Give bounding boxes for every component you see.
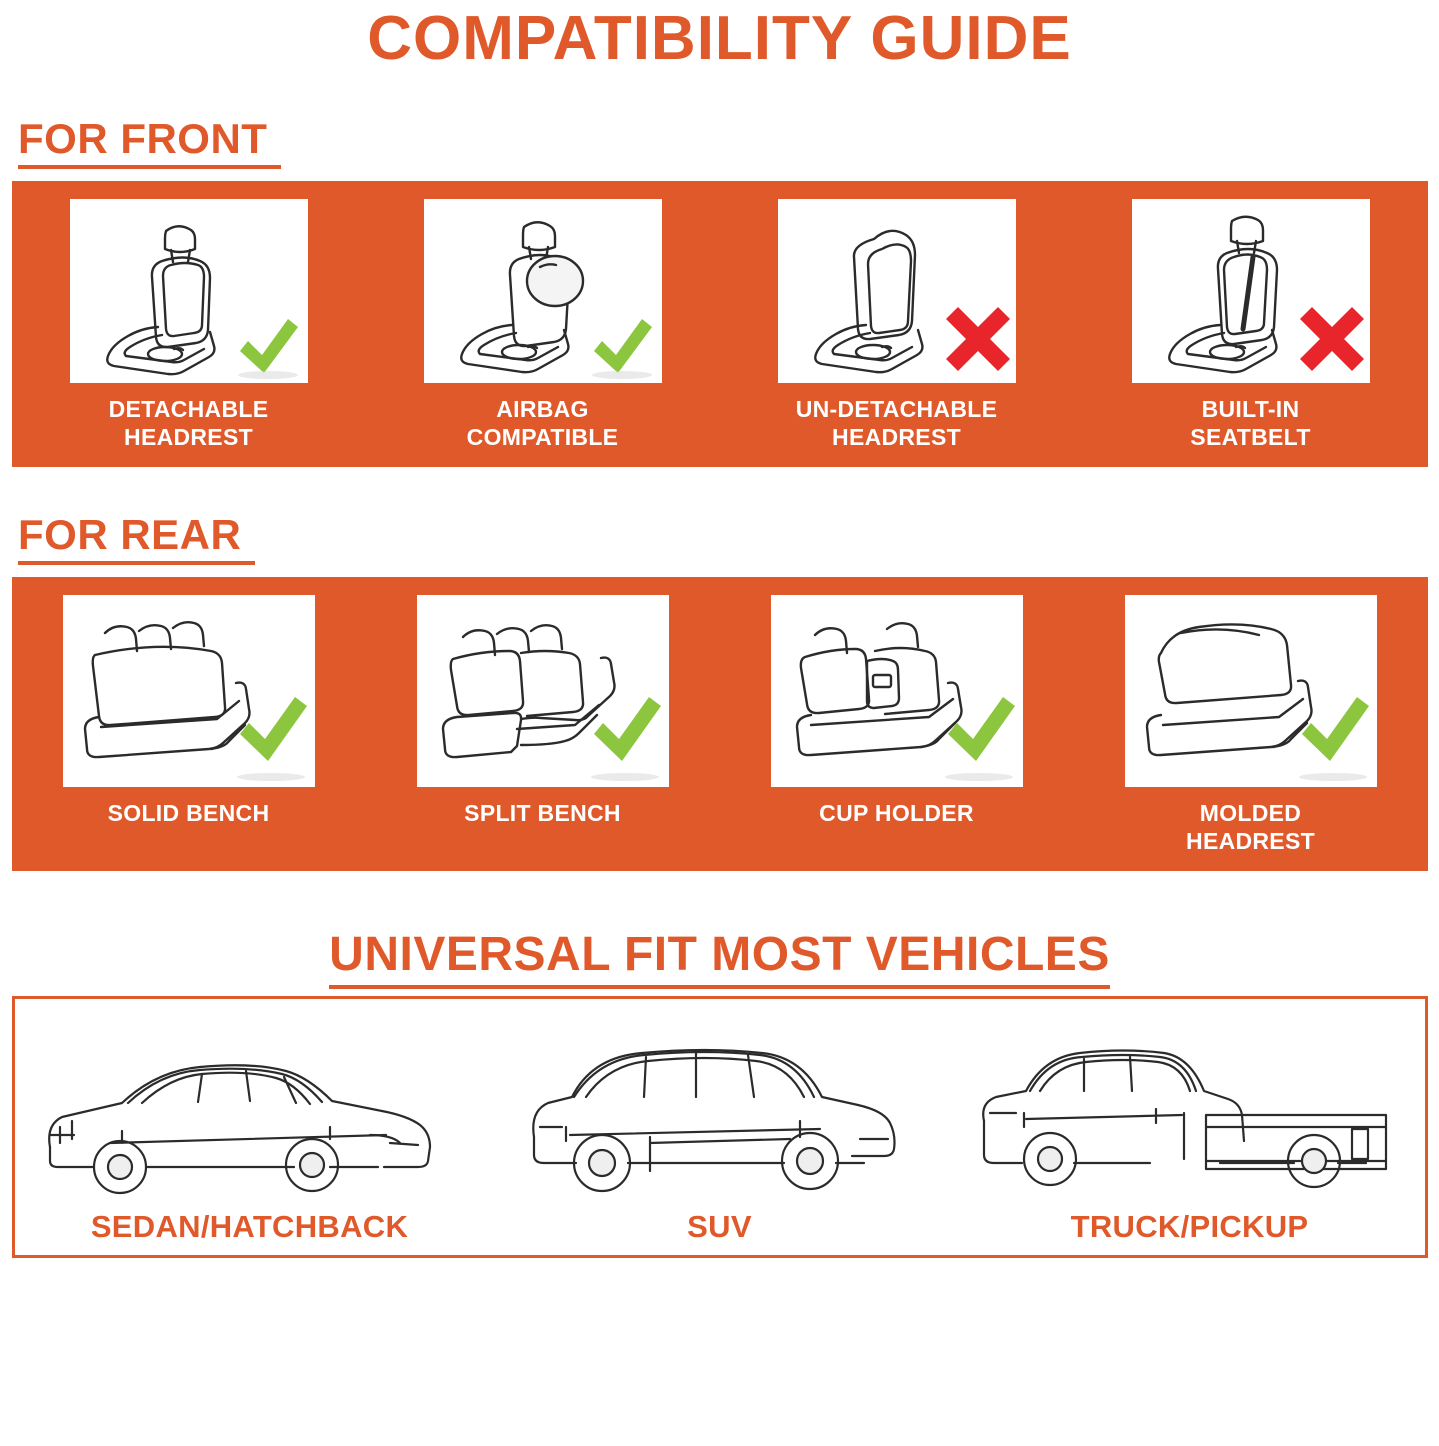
rear-section-heading: FOR REAR	[18, 511, 255, 565]
rear-item-molded-headrest	[1091, 595, 1411, 855]
universal-fit-title	[0, 927, 1439, 982]
vehicle-label: SEDAN/HATCHBACK	[90, 1209, 409, 1245]
front-item-label	[1190, 395, 1310, 451]
vehicle-label: TRUCK/PICKUP	[1070, 1209, 1309, 1245]
rear-item-label: SOLID BENCH	[107, 800, 270, 827]
caption-line-1: MOLDED	[1199, 800, 1302, 827]
front-item-undetachable-headrest	[737, 199, 1057, 451]
rear-cup-holder-icon	[771, 595, 1023, 787]
rear-item-split-bench	[383, 595, 703, 827]
caption-line-2: HEADREST	[1186, 828, 1315, 855]
vehicle-item-truck	[965, 1017, 1415, 1245]
caption-line-1: BUILT-IN	[1201, 396, 1300, 423]
front-seat-builtin-seatbelt-icon	[1132, 199, 1370, 383]
caption-line-2: SEATBELT	[1190, 424, 1311, 451]
rear-section-heading-wrap	[0, 467, 1439, 577]
vehicle-item-sedan	[25, 1017, 475, 1245]
front-seat-undetachable-headrest-icon	[778, 199, 1016, 383]
front-item-label	[796, 395, 998, 451]
rear-section-band	[12, 577, 1428, 871]
front-section-heading-wrap	[0, 71, 1439, 181]
suv-icon	[500, 1017, 940, 1207]
front-seat-detachable-headrest-icon	[70, 199, 308, 383]
sedan-icon	[30, 1017, 470, 1207]
rear-solid-bench-icon	[63, 595, 315, 787]
front-seat-airbag-icon	[424, 199, 662, 383]
caption-line-1: DETACHABLE	[108, 396, 269, 423]
page-title: COMPATIBILITY GUIDE	[367, 4, 1072, 73]
front-item-label	[109, 395, 269, 451]
front-item-builtin-seatbelt	[1091, 199, 1411, 451]
vehicle-item-suv	[495, 1017, 945, 1245]
vehicle-types-box	[12, 996, 1428, 1258]
rear-item-cup-holder	[737, 595, 1057, 827]
front-section-heading: FOR FRONT	[18, 115, 281, 169]
caption-line-2: COMPATIBLE	[466, 424, 619, 451]
rear-item-label: CUP HOLDER	[819, 800, 974, 827]
caption-line-1: AIRBAG	[496, 396, 589, 423]
front-section-band	[12, 181, 1428, 467]
front-item-detachable-headrest	[29, 199, 349, 451]
rear-molded-headrest-icon	[1125, 595, 1377, 787]
caption-line-1: UN-DETACHABLE	[795, 396, 998, 423]
front-item-airbag-compatible	[383, 199, 703, 451]
rear-item-label	[1186, 799, 1315, 855]
vehicle-label: SUV	[687, 1209, 752, 1245]
universal-fit-title-text: UNIVERSAL FIT MOST VEHICLES	[329, 928, 1110, 989]
caption-line-2: HEADREST	[832, 424, 961, 451]
front-item-label	[467, 395, 619, 451]
pickup-truck-icon	[970, 1017, 1410, 1207]
rear-item-solid-bench	[29, 595, 349, 827]
caption-line-2: HEADREST	[124, 424, 253, 451]
rear-split-bench-icon	[417, 595, 669, 787]
rear-item-label: SPLIT BENCH	[464, 800, 621, 827]
